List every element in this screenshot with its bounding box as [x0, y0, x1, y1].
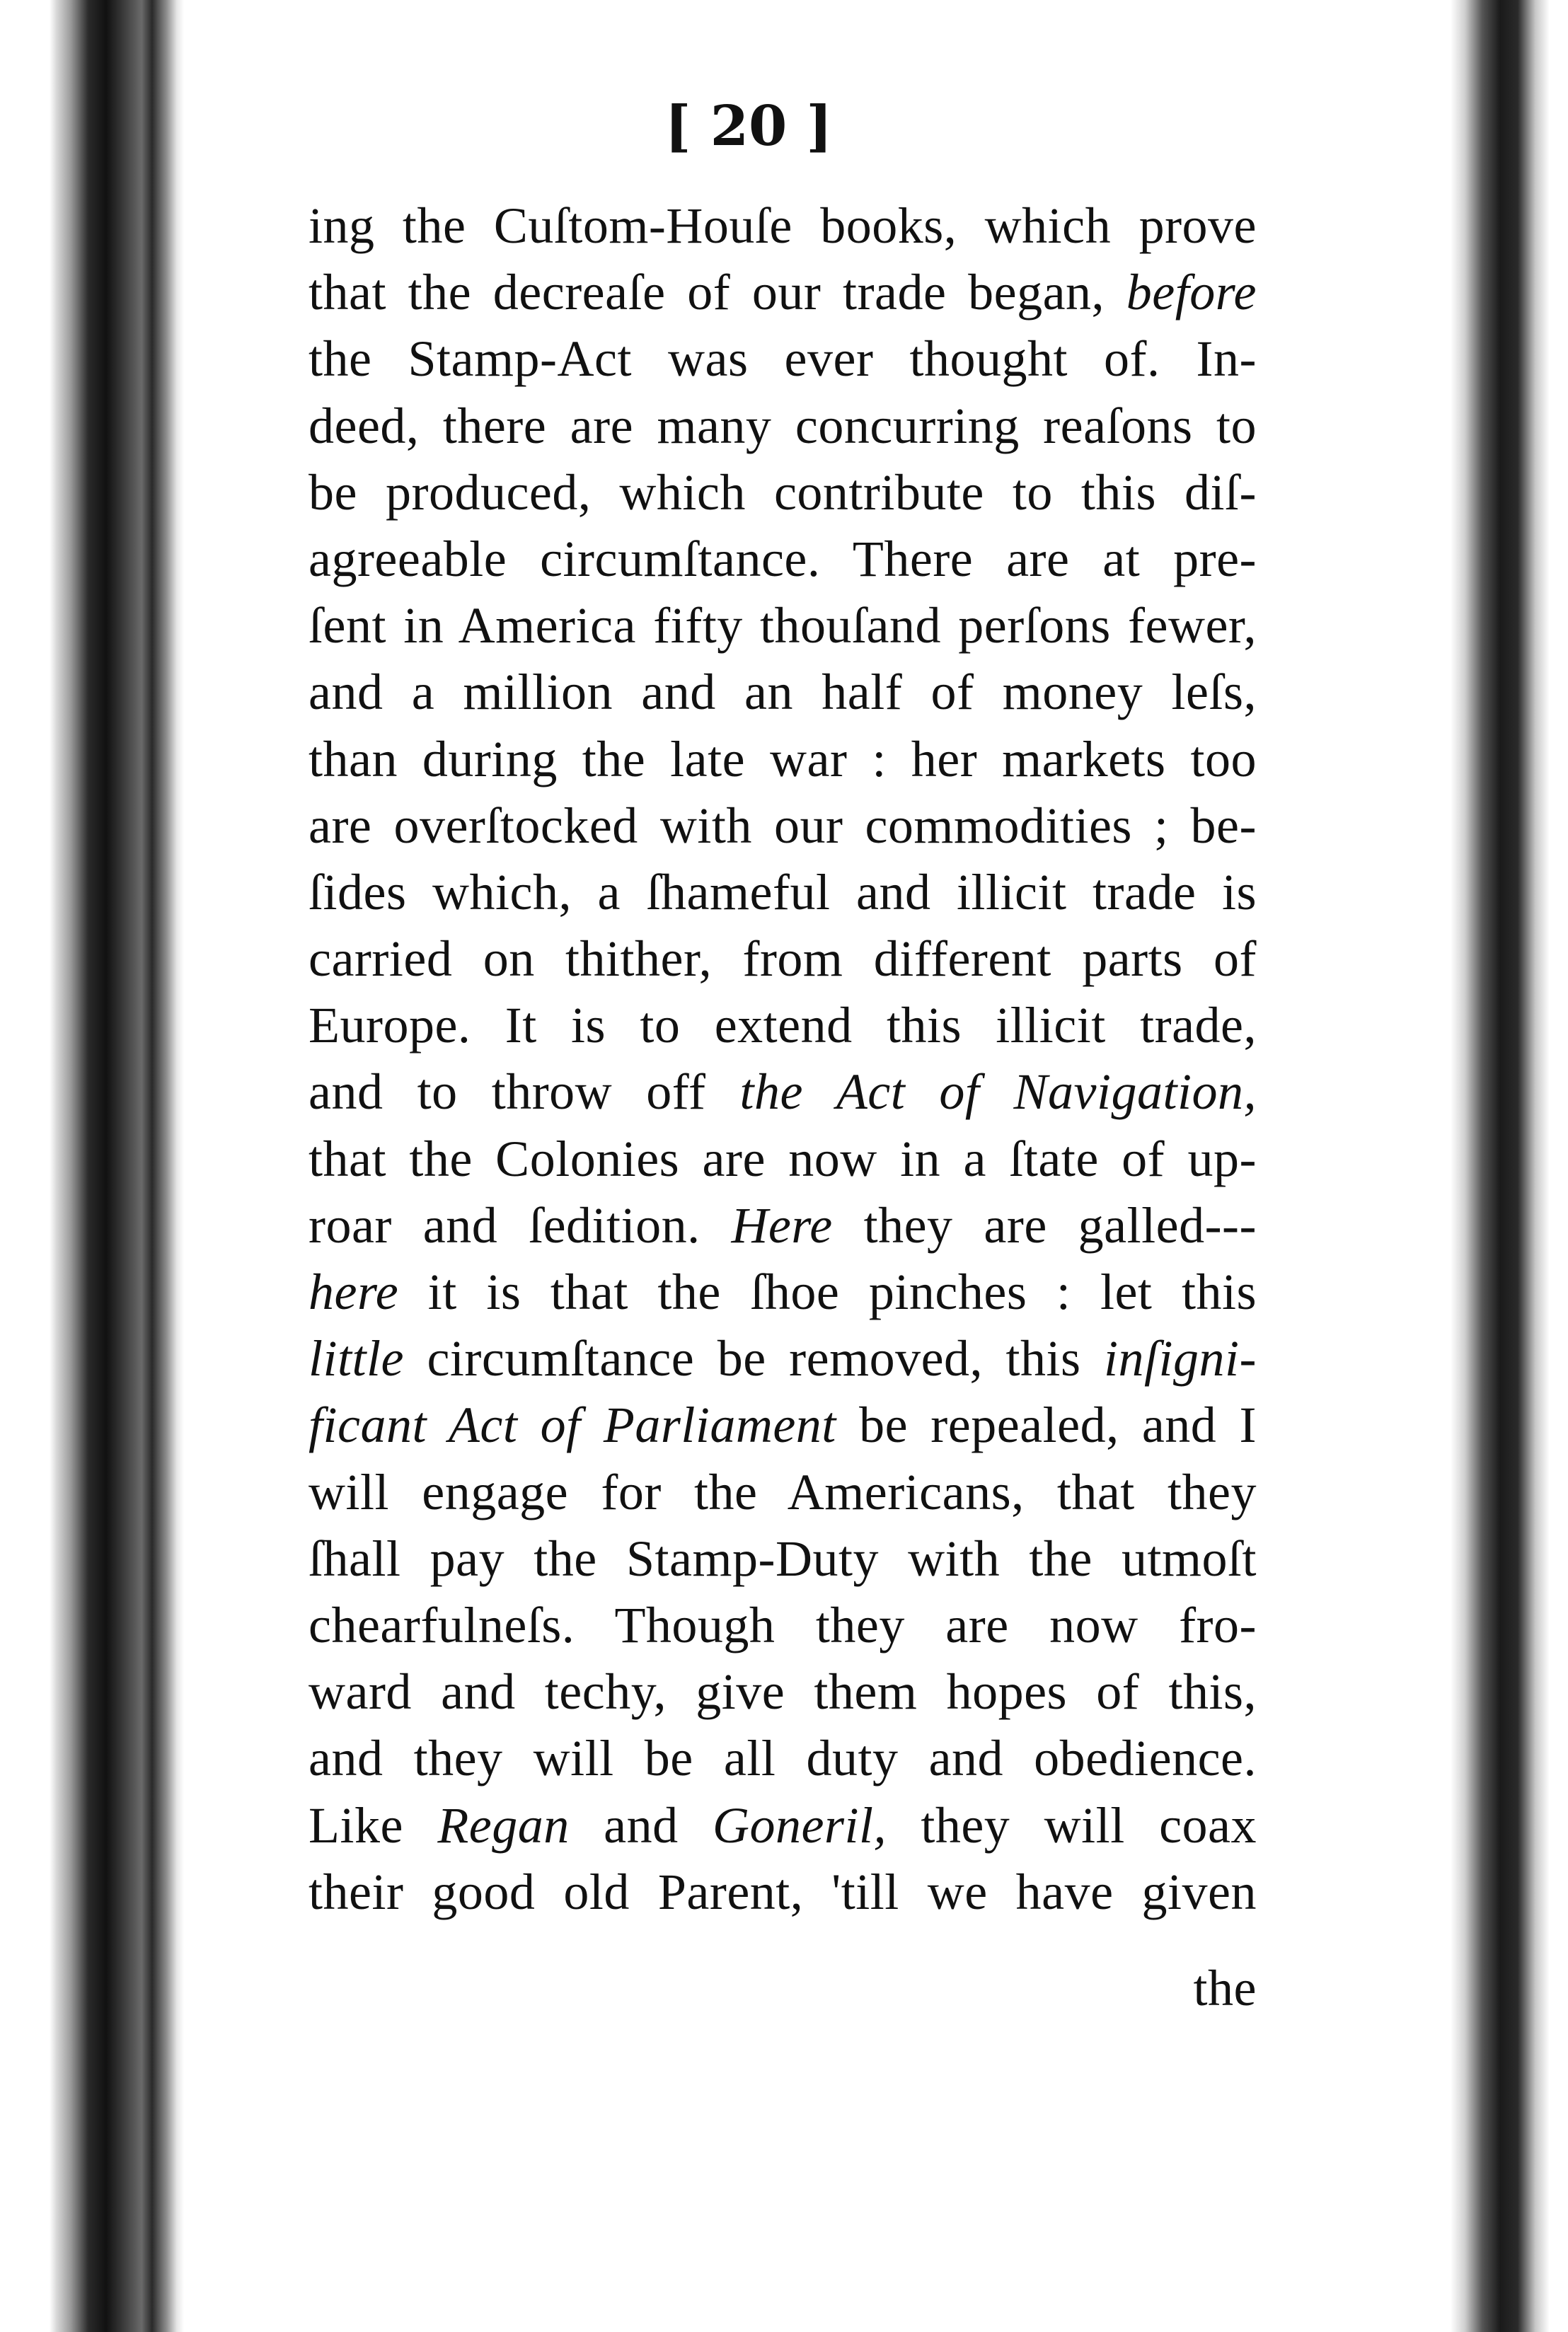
text-run: roar and ſedition.	[309, 1196, 732, 1254]
text-run: and	[569, 1796, 713, 1854]
italic-text-run: inſigni-	[1104, 1330, 1257, 1387]
text-run: that the Colonies are now in a ſtate of up-	[309, 1130, 1257, 1187]
text-line	[309, 1459, 1257, 1525]
text-line	[309, 1658, 1257, 1725]
italic-text-run: here	[309, 1264, 399, 1320]
text-run: the Stamp-Act was ever thought of. In-	[309, 330, 1257, 388]
text-line	[309, 925, 1257, 992]
text-line	[309, 325, 1257, 392]
text-run: that the decreaſe of our trade began,	[309, 264, 1126, 321]
text-line	[309, 393, 1257, 459]
text-line	[309, 1792, 1257, 1859]
text-run: than during the late war : her markets too	[309, 730, 1257, 787]
italic-text-run: Regan	[437, 1796, 570, 1854]
text-run: ward and techy, give them hopes of this,	[309, 1663, 1257, 1721]
text-run: ing the Cuſtom-Houſe books, which prove	[309, 197, 1257, 254]
text-run: ſhall pay the Stamp-Duty with the utmoſt	[309, 1530, 1257, 1587]
text-run: they will coax	[886, 1796, 1257, 1854]
body-text	[309, 192, 1257, 2021]
text-line	[309, 792, 1257, 859]
text-line	[309, 1325, 1257, 1392]
text-line	[309, 526, 1257, 592]
italic-text-run: little	[309, 1330, 404, 1387]
text-line	[309, 1392, 1257, 1458]
text-line	[309, 1192, 1257, 1259]
italic-text-run: Here	[731, 1196, 833, 1254]
text-run: will engage for the Americans, that they	[309, 1463, 1257, 1520]
text-run: are overſtocked with our commodities ; be-	[309, 797, 1257, 854]
text-line	[309, 1259, 1257, 1325]
text-run: carried on thither, from different parts of	[309, 930, 1257, 988]
text-line	[309, 259, 1257, 325]
text-line	[309, 859, 1257, 925]
text-line	[309, 192, 1257, 259]
text-line	[309, 992, 1257, 1058]
text-run: their good old Parent, 'till we have given	[309, 1863, 1257, 1920]
text-run: and to throw off	[309, 1063, 740, 1121]
text-run: circumſtance be removed, this	[403, 1330, 1104, 1387]
text-line	[309, 1859, 1257, 1925]
text-line	[309, 592, 1257, 659]
text-run: they are galled---	[832, 1196, 1257, 1254]
text-line	[309, 726, 1257, 792]
text-line	[309, 1592, 1257, 1658]
text-run: be produced, which contribute to this diſ-	[309, 463, 1257, 521]
text-line	[309, 459, 1257, 526]
italic-text-run: ficant Act of Parliament	[309, 1397, 836, 1454]
text-run: chearfulneſs. Though they are now fro-	[309, 1596, 1257, 1653]
text-run: Europe. It is to extend this illicit trade,	[309, 997, 1257, 1054]
italic-text-run: the Act of Navigation,	[739, 1063, 1257, 1121]
text-line	[309, 1126, 1257, 1192]
text-run: ſent in America fifty thouſand perſons fewer,	[309, 597, 1257, 654]
text-line	[309, 1725, 1257, 1791]
text-line	[309, 1058, 1257, 1125]
page-edge-shadow	[1451, 0, 1568, 2332]
text-line	[309, 1525, 1257, 1592]
italic-text-run: Goneril,	[712, 1796, 887, 1854]
text-run: agreeable circumſtance. There are at pre-	[309, 530, 1257, 587]
text-run: Like	[309, 1796, 438, 1854]
page-number: [ 20 ]	[664, 94, 833, 158]
text-run: and a million and an half of money leſs,	[309, 664, 1257, 721]
text-line	[309, 659, 1257, 725]
italic-text-run: before	[1126, 264, 1257, 321]
text-run: and they will be all duty and obedience.	[309, 1730, 1257, 1787]
text-run: it is that the ſhoe pinches : let this	[398, 1264, 1257, 1320]
book-binding-gutter	[0, 0, 184, 2332]
text-run: be repealed, and I	[836, 1397, 1257, 1454]
catchword: the	[1193, 1959, 1257, 2016]
text-run: deed, there are many concurring reaſons to	[309, 397, 1257, 454]
text-run: ſides which, a ſhameful and illicit trade is	[309, 863, 1257, 920]
